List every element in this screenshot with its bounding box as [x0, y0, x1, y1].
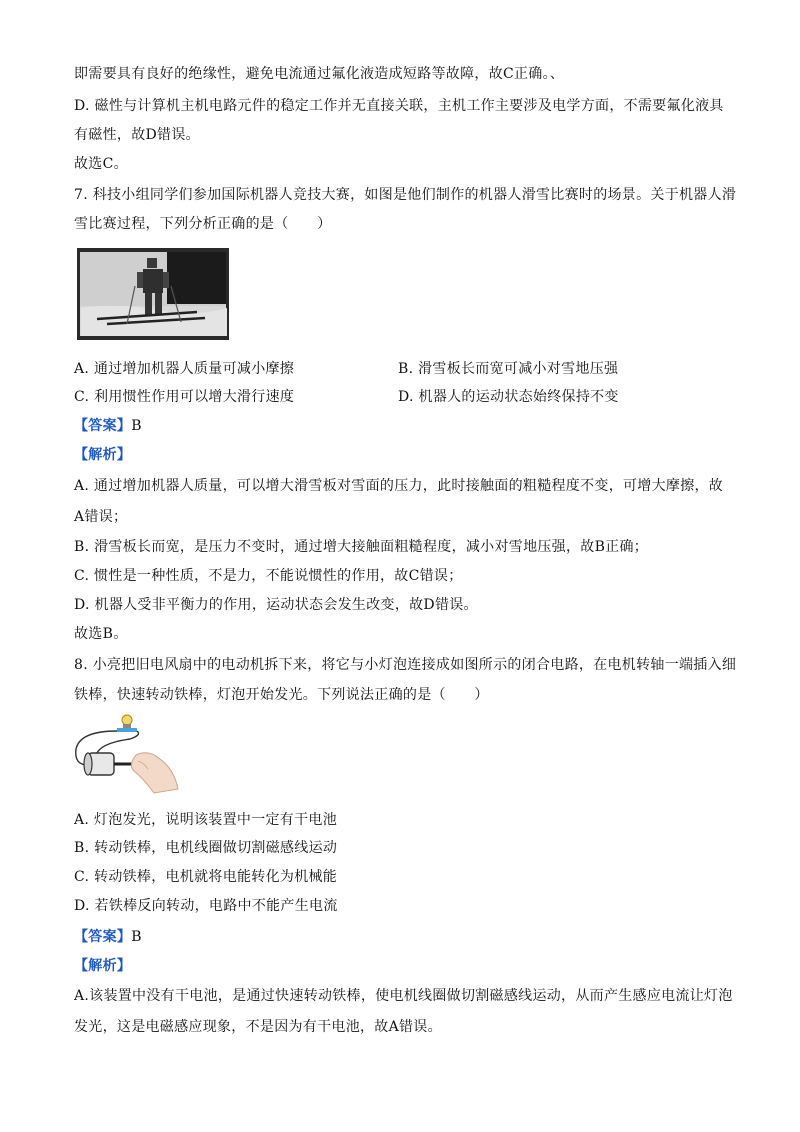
q7-option-d: D. 机器人的运动状态始终保持不变	[398, 389, 619, 405]
q8-stem-line-1: 8. 小亮把旧电风扇中的电动机拆下来，将它与小灯泡连接成如图所示的闭合电路，在电机转轴一端插入细	[74, 657, 737, 673]
q8-option-b: B. 转动铁棒，电机线圈做切割磁感线运动	[74, 840, 338, 856]
q7-option-b: B. 滑雪板长而宽可减小对雪地压强	[398, 361, 619, 377]
q8-analysis-tag	[74, 956, 131, 976]
q7-analysis-c: C. 惯性是一种性质，不是力，不能说惯性的作用，故C错误；	[74, 568, 463, 584]
q7-analysis-a-line-2: A错误；	[74, 509, 128, 525]
prev-conclusion: 故选C。	[74, 156, 128, 172]
q7-option-a: A. 通过增加机器人质量可减小摩擦	[74, 361, 295, 377]
q7-analysis-label: 【解析】	[74, 447, 132, 463]
q8-analysis-a-line-1: A.该装置中没有干电池，是通过快速转动铁棒，使电机线圈做切割磁感线运动，从而产生感应电流让灯泡	[74, 988, 733, 1004]
q7-analysis-b: B. 滑雪板长而宽，是压力不变时，通过增大接触面粗糙程度，减小对雪地压强，故B正确；	[74, 539, 649, 555]
q7-analysis-a-line-1: A. 通过增加机器人质量，可以增大滑雪板对雪面的压力，此时接触面的粗糙程度不变，可增大摩擦，故	[74, 478, 724, 494]
q7-answer-tag: 【答案】	[74, 418, 132, 434]
q8-answer-tag: 【答案】	[74, 929, 132, 945]
q8-stem-line-2: 铁棒，快速转动铁棒，灯泡开始发光。下列说法正确的是（ ）	[74, 687, 489, 703]
q7-conclusion: 故选B。	[74, 626, 128, 642]
q7-answer	[74, 416, 142, 436]
q7-stem-line-2: 雪比赛过程，下列分析正确的是（ ）	[74, 216, 332, 232]
q8-analysis-a-line-2: 发光，这是电磁感应现象，不是因为有干电池，故A错误。	[74, 1019, 442, 1035]
q8-option-a: A. 灯泡发光，说明该装置中一定有干电池	[74, 812, 338, 828]
prev-analysis-line-2: D. 磁性与计算机主机电路元件的稳定工作并无直接关联，主机工作主要涉及电学方面，不需要氟化液具	[74, 98, 724, 114]
q7-answer-value: B	[131, 418, 142, 434]
q7-analysis-d: D. 机器人受非平衡力的作用，运动状态会发生改变，故D错误。	[74, 597, 478, 613]
prev-analysis-line-3: 有磁性，故D错误。	[74, 127, 200, 143]
q8-answer-value: B	[131, 929, 142, 945]
robot-skiing-photo	[77, 248, 229, 340]
q8-option-c: C. 转动铁棒，电机就将电能转化为机械能	[74, 869, 338, 885]
prev-analysis-line-1: 即需要具有良好的绝缘性，避免电流通过氟化液造成短路等故障，故C正确。、	[74, 66, 565, 82]
q7-option-c: C. 利用惯性作用可以增大滑行速度	[74, 389, 295, 405]
q8-option-d: D. 若铁棒反向转动，电路中不能产生电流	[74, 898, 338, 914]
q8-answer	[74, 927, 142, 947]
q8-analysis-label: 【解析】	[74, 958, 132, 974]
motor-circuit-diagram	[70, 713, 182, 799]
q7-stem-line-1: 7. 科技小组同学们参加国际机器人竞技大赛，如图是他们制作的机器人滑雪比赛时的场景。关于机器人滑	[74, 187, 737, 203]
q7-analysis-tag	[74, 445, 131, 465]
